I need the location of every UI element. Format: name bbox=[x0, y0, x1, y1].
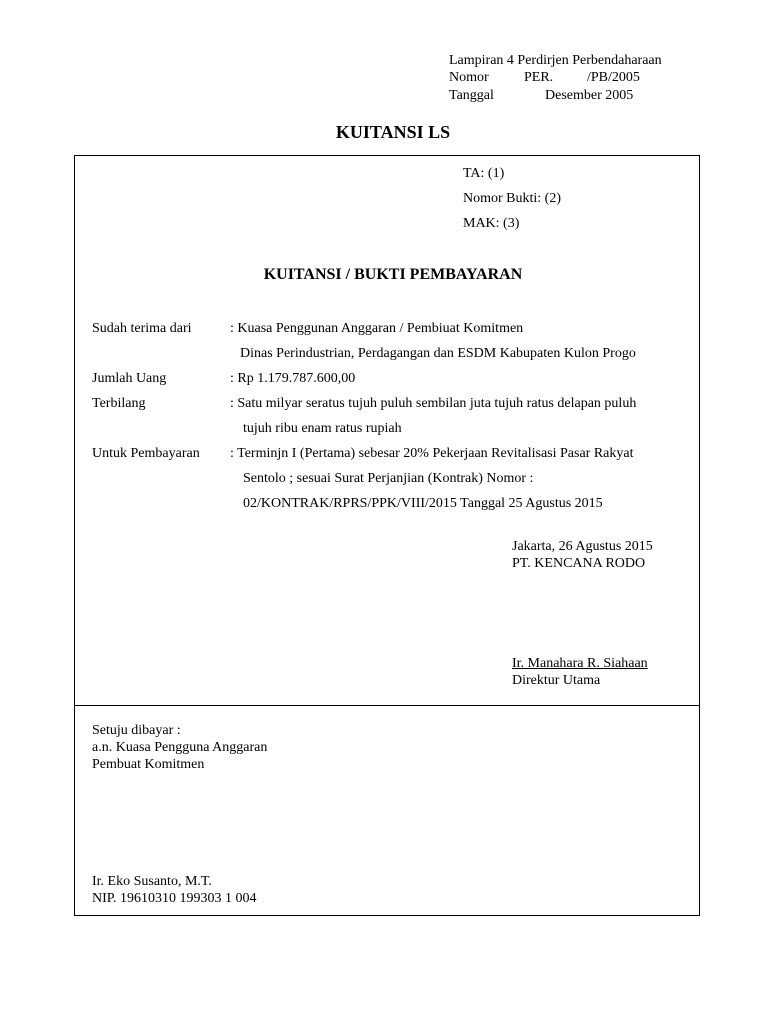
header-nomor-label: Nomor bbox=[449, 70, 489, 85]
jumlah-label: Jumlah Uang bbox=[92, 371, 167, 386]
approval-signatory-nip: NIP. 19610310 199303 1 004 bbox=[92, 891, 257, 906]
untuk-value-line3: 02/KONTRAK/RPRS/PPK/VIII/2015 Tanggal 25 Agustus 2015 bbox=[243, 496, 603, 511]
terbilang-value-line2: tujuh ribu enam ratus rupiah bbox=[243, 421, 402, 436]
untuk-label: Untuk Pembayaran bbox=[92, 446, 200, 461]
approval-line1: Setuju dibayar : bbox=[92, 723, 181, 738]
approval-line2: a.n. Kuasa Pengguna Anggaran bbox=[92, 740, 268, 755]
header-tanggal-label: Tanggal bbox=[449, 88, 494, 103]
terima-label: Sudah terima dari bbox=[92, 321, 192, 336]
header-tanggal-value: Desember 2005 bbox=[545, 88, 634, 103]
vendor-signatory-position: Direktur Utama bbox=[512, 673, 601, 688]
header-nomor-per: PER. bbox=[524, 70, 554, 85]
mak-field: MAK: (3) bbox=[463, 216, 520, 231]
receipt-subtitle: KUITANSI / BUKTI PEMBAYARAN bbox=[263, 266, 523, 283]
ta-field: TA: (1) bbox=[463, 166, 505, 181]
page-title: KUITANSI LS bbox=[335, 122, 451, 142]
terbilang-label: Terbilang bbox=[92, 396, 146, 411]
header-nomor-pb: /PB/2005 bbox=[587, 70, 640, 85]
vendor-place-date: Jakarta, 26 Agustus 2015 bbox=[512, 539, 653, 554]
header-line1: Lampiran 4 Perdirjen Perbendaharaan bbox=[449, 53, 662, 68]
terima-value-line1: : Kuasa Penggunan Anggaran / Pembiuat Komitmen bbox=[230, 321, 524, 336]
approval-line3: Pembuat Komitmen bbox=[92, 757, 205, 772]
vendor-company: PT. KENCANA RODO bbox=[512, 556, 646, 571]
untuk-value-line1: : Terminjn I (Pertama) sebesar 20% Pekerjaan Revitalisasi Pasar Rakyat bbox=[230, 446, 634, 461]
vendor-signatory-name: Ir. Manahara R. Siahaan bbox=[512, 656, 648, 671]
nomor-bukti-field: Nomor Bukti: (2) bbox=[463, 191, 561, 206]
untuk-value-line2: Sentolo ; sesuai Surat Perjanjian (Kontrak) Nomor : bbox=[243, 471, 534, 486]
terbilang-value-line1: : Satu milyar seratus tujuh puluh sembilan juta tujuh ratus delapan puluh bbox=[230, 396, 637, 411]
approval-signatory-name: Ir. Eko Susanto, M.T. bbox=[92, 874, 212, 889]
jumlah-value: : Rp 1.179.787.600,00 bbox=[230, 371, 356, 386]
terima-value-line2: Dinas Perindustrian, Perdagangan dan ESDM Kabupaten Kulon Progo bbox=[240, 346, 636, 361]
